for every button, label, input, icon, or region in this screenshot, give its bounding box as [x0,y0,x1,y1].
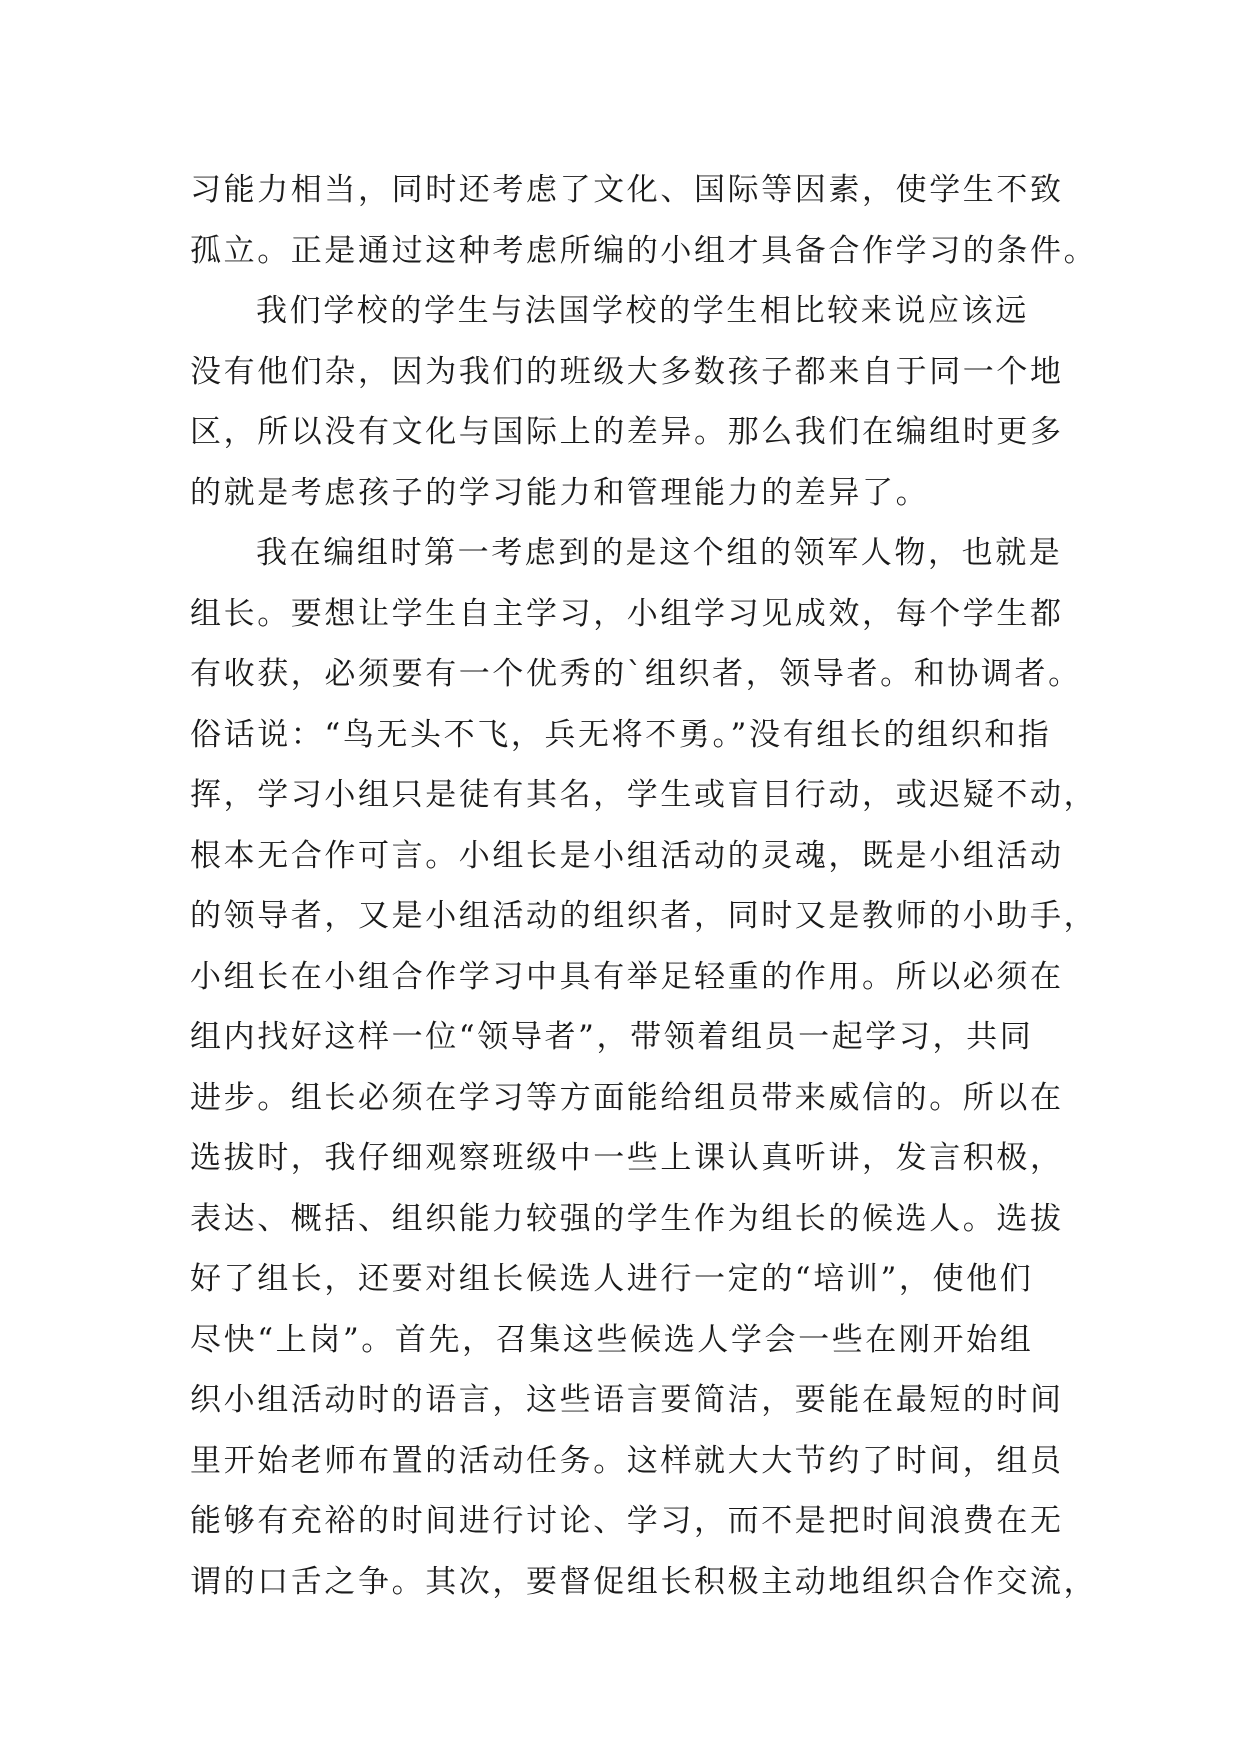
text-line: 我们学校的学生与法国学校的学生相比较来说应该远 [256,293,1029,329]
text-line: 孤立。正是通过这种考虑所编的小组才具备合作学习的条件。 [190,232,1098,269]
text-line: 习能力相当，同时还考虑了文化、国际等因素，使学生不致 [190,172,1064,208]
text-line: 谓的口舌之争。其次，要督促组长积极主动地组织合作交流， [190,1563,1098,1600]
text-line: 好了组长，还要对组长候选人进行一定的“培训”，使他们 [190,1261,1034,1297]
text-line: 小组长在小组合作学习中具有举足轻重的作用。所以必须在 [190,958,1064,995]
text-line: 能够有充裕的时间进行讨论、学习，而不是把时间浪费在无 [190,1503,1064,1539]
text-line: 我在编组时第一考虑到的是这个组的领军人物，也就是 [256,535,1063,571]
text-line: 根本无合作可言。小组长是小组活动的灵魂，既是小组活动 [190,837,1064,874]
text-line: 没有他们杂，因为我们的班级大多数孩子都来自于同一个地 [190,353,1064,390]
text-line: 选拔时，我仔细观察班级中一些上课认真听讲，发言积极， [190,1140,1064,1176]
text-line: 的就是考虑孩子的学习能力和管理能力的差异了。 [190,474,930,511]
text-line: 织小组活动时的语言，这些语言要简洁，要能在最短的时间 [190,1382,1064,1418]
body-text [190,160,1098,1612]
text-line: 表达、概括、组织能力较强的学生作为组长的候选人。选拔 [190,1200,1064,1237]
text-line: 进步。组长必须在学习等方面能给组员带来威信的。所以在 [190,1079,1064,1116]
text-line: 俗话说：“鸟无头不飞，兵无将不勇。”没有组长的组织和指 [190,716,1052,753]
text-line: 里开始老师布置的活动任务。这样就大大节约了时间，组员 [190,1442,1064,1479]
text-line: 组内找好这样一位“领导者”，带领着组员一起学习，共同 [190,1019,1034,1055]
text-line: 有收获，必须要有一个优秀的`组织者，领导者。和协调者。 [190,656,1082,692]
text-line: 组长。要想让学生自主学习，小组学习见成效，每个学生都 [190,595,1064,632]
text-line: 挥，学习小组只是徒有其名，学生或盲目行动，或迟疑不动， [190,777,1098,813]
text-line: 区，所以没有文化与国际上的差异。那么我们在编组时更多 [190,414,1064,450]
text-line: 尽快“上岗”。首先，召集这些候选人学会一些在刚开始组 [190,1321,1034,1358]
text-line: 的领导者，又是小组活动的组织者，同时又是教师的小助手， [190,898,1098,934]
